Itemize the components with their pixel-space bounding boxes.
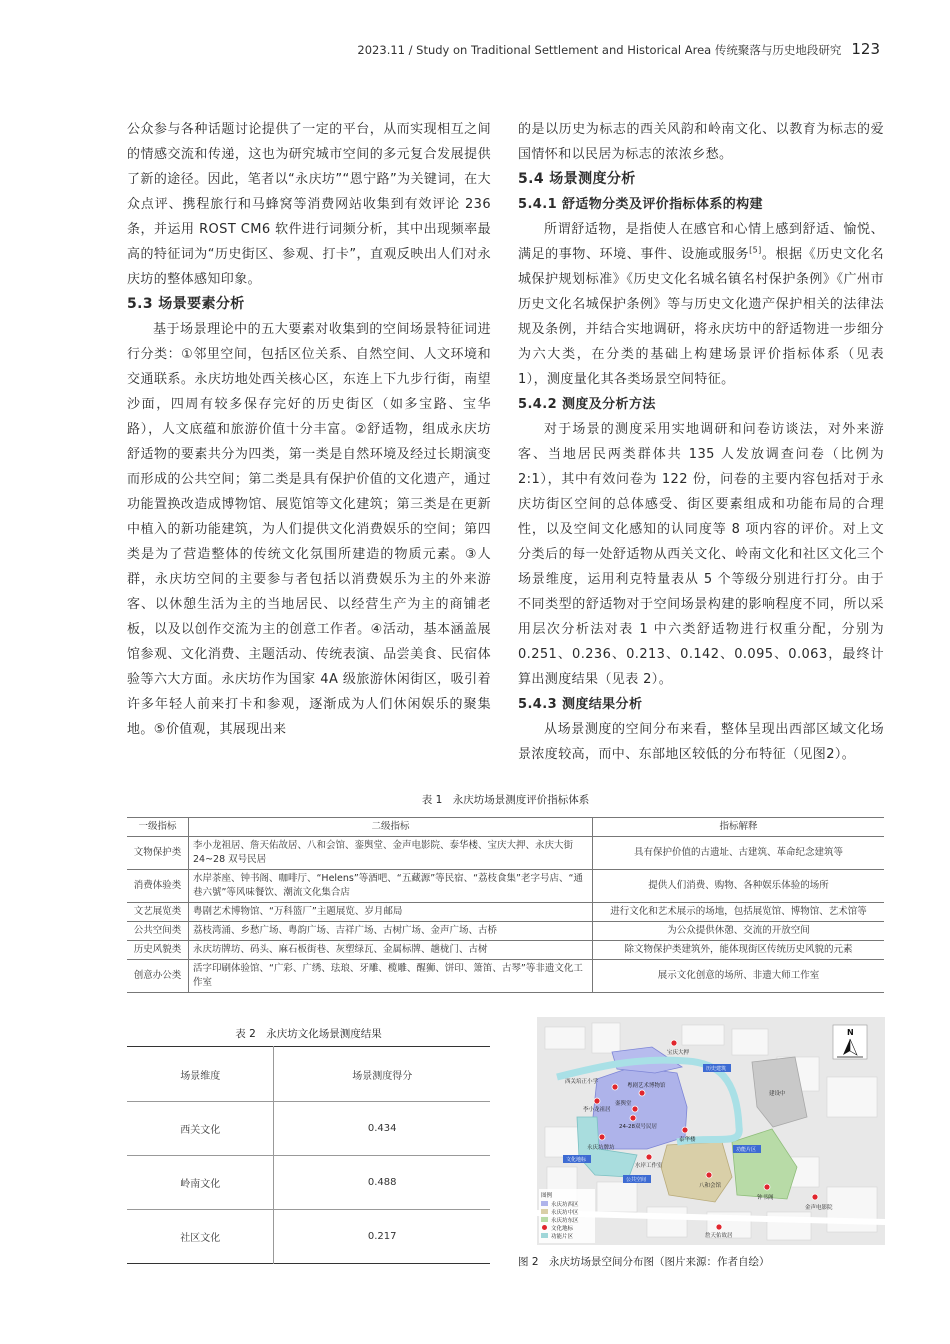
running-title: 2023.11 / Study on Traditional Settlement and Historical Area 传统聚落与历史地段研究 [357,43,842,57]
desc-cell: 展示文化创意的场所、非遗大师工作室 [593,960,885,993]
map-label: 宝庆大押 [667,1050,690,1056]
map-label: 永庆坊牌坊 [587,1145,615,1151]
table-row [127,837,884,870]
figure-2-map [537,1017,885,1245]
legend-label: 永庆坊东区 [551,1218,579,1224]
map-label: 金声电影院 [805,1205,833,1211]
score-cell: 0.434 [274,1102,490,1156]
legend-swatch [541,1209,548,1214]
legend-title: 图例 [541,1193,553,1199]
table-2 [127,1046,490,1264]
map-label: 西关培正小学 [565,1079,599,1085]
desc-cell: 进行文化和艺术展示的场地，包括展览馆、博物馆、艺术馆等 [593,903,885,922]
map-tag: 文化地标 [566,1157,587,1163]
score-cell: 0.488 [274,1156,490,1210]
desc-cell: 具有保护价值的古遗址、古建筑、革命纪念建筑等 [593,837,885,870]
table-row [127,903,884,922]
legend-label: 永庆坊西区 [551,1202,579,1208]
map-label: 泰华楼 [679,1137,696,1143]
level2-cell: 李小龙祖居、詹天佑故居、八和会馆、銮舆堂、金声电影院、泰华楼、宝庆大押、永庆大街 24~28 双号民居 [189,837,593,870]
desc-cell: 除文物保护类建筑外，能体现街区传统历史风貌的元素 [593,941,885,960]
legend-swatch [541,1217,548,1222]
dimension-cell: 西关文化 [127,1102,274,1156]
table-1-header: 指标解释 [593,818,885,837]
level1-cell: 消费体验类 [127,870,189,903]
desc-cell: 为公众提供休憩、交流的开放空间 [593,922,885,941]
figure-2-caption: 图 2 永庆坊场景空间分布图（图片来源：作者自绘） [518,1256,770,1268]
north-arrow [833,1025,867,1059]
table-row [127,870,884,903]
level1-cell: 文艺展览类 [127,903,189,922]
map-tag: 公共空间 [626,1177,647,1183]
legend-swatch [541,1233,548,1238]
running-header [357,40,880,58]
level2-cell: 粤剧艺术博物馆、“万科篮厂”主题展览、岁月邮局 [189,903,593,922]
table-row [127,960,884,993]
map-label: 銮舆堂 [615,1101,632,1107]
map-label: 水岸工作室 [635,1163,663,1169]
table-2-caption: 表 2 永庆坊文化场景测度结果 [235,1028,382,1040]
legend-swatch [542,1225,547,1230]
section-5-4-1-text-a: 所谓舒适物，是指使人在感官和心情上感到舒适、愉悦、满足的事物、环境、事件、设施或服务 [518,222,884,262]
map-label: 建设中 [769,1091,786,1097]
table-1-header-row [127,818,884,837]
desc-cell: 提供人们消费、购物、各种娱乐体验的场所 [593,870,885,903]
left-column [127,117,491,742]
table-1 [127,817,884,993]
level2-cell: 永庆坊牌坊、码头、麻石板街巷、灰塑绿瓦、金属标牌、趟栊门、古树 [189,941,593,960]
section-5-4-2-title: 5.4.2 测度及分析方法 [518,397,656,412]
level2-cell: 活字印刷体验馆、“广彩、广绣、珐琅、牙雕、榄雕、醒狮、饼印、箫笛、古琴”等非遗文化工作室 [189,960,593,993]
continuation-paragraph: 的是以历史为标志的西关风韵和岭南文化、以教育为标志的爱国情怀和以民居为标志的浓浓乡愁。 [518,122,884,162]
section-5-3-title: 5.3 场景要素分析 [127,296,245,312]
table-row [127,1102,490,1156]
level2-cell: 水岸茶座、钟书阁、咖啡厅、“Helens”等酒吧、“五藏源”等民宿、“荔枝食集”老字号店、“通巷六號”等风味餐饮、潮流文化集合店 [189,870,593,903]
table-row [127,1210,490,1264]
north-label: N [847,1028,854,1037]
section-5-4-3-title: 5.4.3 测度结果分析 [518,697,643,712]
map-label: 八和会馆 [699,1183,722,1189]
section-5-4-2-paragraph: 对于场景的测度采用实地调研和问卷访谈法，对外来游客、当地居民两类群体共 135 人发放调查问卷（比例为 2:1），其中有效问卷为 122 份，问卷的主要内容包括对于永庆坊街区空间的总体感受、街区要素组成和功能布局的合理性，以及空间文化感知的认同度等 8 项内容的评价。对上文分类后的每一处舒适物从西关文化、岭南文化和社区文化三个场景维度，运用利克特量表从 5 个等级分别进行打分。由于不同类型的舒适物对于空间场景构建的影响程度不同，所以采用层次分析法对表 1 中六类舒适物进行权重分配，分别为 0.251、0.236、0.213、0.142、0.095、0.063，最终计算出测度结果（见表 2）。 [518,422,884,687]
map-label: 钟书阁 [757,1195,774,1201]
table-2-header: 场景维度 [127,1047,274,1102]
table-row [127,922,884,941]
table-1-caption: 表 1 永庆坊场景测度评价指标体系 [421,794,590,806]
legend-label: 文化地标 [551,1226,574,1232]
table-1-header: 一级指标 [127,818,189,837]
page-number: 123 [851,40,880,58]
table-2-header: 场景测度得分 [274,1047,490,1102]
middle-zone [661,1142,732,1202]
right-column [518,117,884,767]
dimension-cell: 岭南文化 [127,1156,274,1210]
level1-cell: 公共空间类 [127,922,189,941]
level1-cell: 文物保护类 [127,837,189,870]
table-1-header: 二级指标 [189,818,593,837]
map-label: 粤剧艺术博物馆 [627,1083,666,1089]
section-5-4-1-paragraph [518,217,884,392]
section-5-3-paragraph: 基于场景理论中的五大要素对收集到的空间场景特征词进行分类：①邻里空间，包括区位关系、自然空间、人文环境和交通联系。永庆坊地处西关核心区，东连上下九步行街，南望沙面，四周有较多保存完好的历史街区（如多宝路、宝华路），人文底蕴和旅游价值十分丰富。②舒适物，组成永庆坊舒适物的要素共分为四类，第一类是自然环境及经过长期演变而形成的公共空间；第二类是具有保护价值的文化遗产，通过功能置换改造成博物馆、展览馆等文化建筑；第三类是在更新中植入的新功能建筑，为人们提供文化消费娱乐的空间；第四类是为了营造整体的传统文化氛围所建造的物质元素。③人群，永庆坊空间的主要参与者包括以消费娱乐为主的外来游客、以休憩生活为主的当地居民、以经营生产为主的商铺老板，以及以创作交流为主的创意工作者。④活动，基本涵盖展馆参观、文化消费、主题活动、传统表演、品尝美食、民宿体验等六大方面。永庆坊作为国家 4A 级旅游休闲街区，吸引着许多年轻人前来打卡和参观，逐渐成为人们休闲娱乐的聚集地。⑤价值观，其展现出来 [127,322,491,737]
map-tag: 历史建筑 [706,1066,727,1072]
level1-cell: 历史风貌类 [127,941,189,960]
section-5-4-1-text-b: 。根据《历史文化名城保护规划标准》《历史文化名城名镇名村保护条例》《广州市历史文化名城保护条例》等与历史文化遗产保护相关的法律法规及条例，并结合实地调研，将永庆坊中的舒适物进一步细分为六大类，在分类的基础上构建场景评价指标体系（见表 1），测度量化其各类场景空间特征。 [518,247,884,387]
map-legend [539,1189,595,1243]
table-row [127,1156,490,1210]
map-canvas [537,1017,885,1245]
section-5-4-title: 5.4 场景测度分析 [518,171,636,187]
dimension-cell: 社区文化 [127,1210,274,1264]
level1-cell: 创意办公类 [127,960,189,993]
citation-5: [5] [749,245,762,255]
table-2-header-row [127,1047,490,1102]
score-cell: 0.217 [367,1231,397,1242]
section-5-4-3-paragraph: 从场景测度的空间分布来看，整体呈现出西部区域文化场景浓度较高，而中、东部地区较低的分布特征（见图2）。 [518,722,884,762]
legend-label: 永庆坊中区 [551,1210,579,1216]
legend-label: 功能片区 [551,1234,574,1240]
legend-swatch [541,1201,548,1206]
section-5-4-1-title: 5.4.1 舒适物分类及评价指标体系的构建 [518,197,763,212]
map-label: 李小龙祖居 [583,1107,611,1113]
level2-cell: 荔枝湾涌、乡愁广场、粤韵广场、吉祥广场、古树广场、金声广场、古桥 [189,922,593,941]
intro-paragraph: 公众参与各种话题讨论提供了一定的平台，从而实现相互之间的情感交流和传递，这也为研究城市空间的多元复合发展提供了新的途径。因此，笔者以“永庆坊”“恩宁路”为关键词，在大众点评、携程旅行和马蜂窝等消费网站收集到有效评论 236 条，并运用 ROST CM6 软件进行词频分析，其中出现频率最高的特征词为“历史街区、参观、打卡”，直观反映出人们对永庆坊的整体感知印象。 [127,122,491,287]
table-row [127,941,884,960]
map-tag: 功能片区 [736,1147,757,1153]
map-label: 24-28双号民居 [619,1124,657,1130]
map-label: 詹天佑故居 [705,1233,733,1239]
